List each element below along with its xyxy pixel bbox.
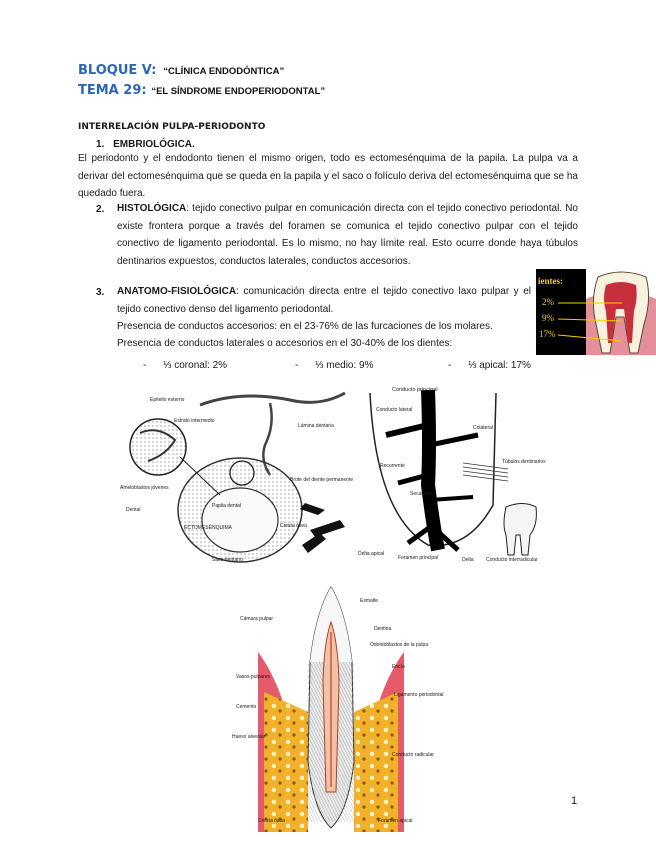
- embryo-label-dental: Dental: [126, 507, 141, 513]
- section-label-camara: Cámara pulpar: [240, 616, 274, 622]
- canal-label-secundario: Secundario: [410, 491, 436, 497]
- item-3-extra-1: Presencia de conductos accesorios: en el 23-76% de las furcaciones de los molares.: [117, 321, 493, 332]
- third-middle: [295, 359, 374, 372]
- section-label-dentina: Dentina: [374, 626, 392, 632]
- tooth-percentages-figure: [536, 269, 656, 355]
- inset-label-middle: 9%: [542, 313, 554, 323]
- item-2-number: 2.: [96, 204, 105, 215]
- inset-label-coronal: 2%: [542, 297, 554, 307]
- item-1-title: EMBRIOLÓGICA.: [113, 139, 195, 150]
- inset-title: ientes:: [538, 276, 563, 286]
- topic-header: [78, 84, 325, 98]
- embryo-label-lamina: Lámina dentaria: [298, 423, 334, 429]
- item-2-paragraph: [117, 200, 578, 270]
- topic-title: “EL SÍNDROME ENDOPERIODONTAL”: [151, 86, 326, 97]
- root-canals-figure: [358, 385, 546, 572]
- third-bullet: -: [143, 360, 147, 371]
- third-coronal: [143, 359, 227, 372]
- embryo-label-estrato: Estrato intermedio: [174, 418, 215, 424]
- canal-label-principal: Conducto principal: [392, 387, 438, 393]
- embryology-figure: [120, 385, 354, 570]
- section-label-cresta: Cresta ósea: [258, 818, 285, 824]
- embryo-label-epitelio: Epitelio externo: [150, 397, 185, 403]
- third-label: ⅓ medio: 9%: [315, 360, 374, 371]
- block-title: “CLÍNICA ENDODÓNTICA”: [163, 66, 285, 77]
- canal-label-delta-apical: Delta apical: [358, 551, 385, 557]
- canal-label-lateral: Conducto lateral: [376, 407, 413, 413]
- section-label-cemento: Cemento: [236, 704, 257, 710]
- canal-label-interradicular: Conducto interradicular: [486, 557, 538, 563]
- item-3-extra-2: Presencia de conductos laterales o accesorios en el 30-40% de los dientes:: [117, 338, 453, 349]
- embryo-label-papila: Papila dental: [212, 503, 241, 509]
- third-label: ⅓ apical: 17%: [468, 360, 531, 371]
- embryo-label-brote: Brote del diente permanente: [290, 477, 354, 483]
- topic-label: TEMA 29:: [78, 83, 147, 98]
- root-canals-drawing: [358, 385, 546, 572]
- canal-label-recurrente: Recurrente: [380, 463, 405, 469]
- third-label: ⅓ coronal: 2%: [163, 360, 228, 371]
- section-label-foramen: Foramen apical: [378, 818, 413, 824]
- block-header: [78, 64, 284, 78]
- item-1-number: 1.: [96, 139, 105, 150]
- tooth-section-figure: [228, 582, 444, 832]
- block-label: BLOQUE V:: [78, 63, 157, 78]
- section-label-esmalte: Esmalte: [360, 598, 379, 604]
- embryo-label-saco: Saco dentario: [212, 557, 243, 563]
- embryo-label-cresta: Cresta ósea: [280, 523, 307, 529]
- canal-label-foramen: Foramen principal: [398, 555, 439, 561]
- embryo-label-ectomesenquima: ECTOMESÉNQUIMA: [184, 525, 232, 531]
- section-label-hueso: Hueso alveolar: [232, 734, 266, 740]
- page-number: 1: [571, 795, 578, 807]
- section-label-odontoblastos: Odontoblastos de la pulpa: [370, 642, 429, 648]
- item-2-title: HISTOLÓGICA: [117, 203, 187, 214]
- embryo-label-ameloblastos: Ameloblastos jóvenes: [120, 485, 169, 491]
- canal-label-colateral: Colateral: [473, 425, 494, 431]
- section-title: INTERRELACIÓN PULPA-PERIODONTO: [78, 122, 266, 132]
- third-apical: [448, 359, 531, 372]
- item-3-title: ANATOMO-FISIOLÓGICA: [117, 286, 237, 297]
- section-label-conducto: Conducto radicular: [392, 752, 434, 758]
- third-bullet: -: [295, 360, 299, 371]
- section-label-vasos: Vasos pulpares: [236, 674, 271, 680]
- item-3-paragraph: [117, 283, 531, 318]
- item-3-text: : comunicación directa entre el tejido conectivo laxo pulpar y el tejido conectivo denso del ligamento periodontal.: [117, 286, 531, 315]
- item-1-paragraph: El periodonto y el endodonto tienen el mismo origen, todo es ectomesénquima de la papila. La pulpa va a derivar del ectomesénquima que se queda en la papila y el saco o folículo deriva del ectomesénquima que se ha quedado fuera.: [78, 153, 578, 199]
- section-label-encia: Encía: [392, 664, 405, 670]
- third-bullet: -: [448, 360, 452, 371]
- item-2-text: : tejido conectivo pulpar en comunicación directa con el tejido conectivo periodontal. No existe frontera porque a través del foramen se comunica el tejido conectivo pulpar con el tejido conectivo de ligamento periodontal. Es lo mismo, no hay límite real. Esto ocurre donde haya túbulos dentinarios expuestos, conductos laterales, conductos accesorios.: [117, 203, 578, 267]
- inset-label-apical: 17%: [539, 329, 556, 339]
- item-3-number: 3.: [96, 287, 105, 298]
- canal-label-tubulos: Túbulos dentinarios: [502, 459, 546, 465]
- section-label-ligamento: Ligamento periodontal: [394, 692, 444, 698]
- canal-label-delta: Delta: [462, 557, 474, 563]
